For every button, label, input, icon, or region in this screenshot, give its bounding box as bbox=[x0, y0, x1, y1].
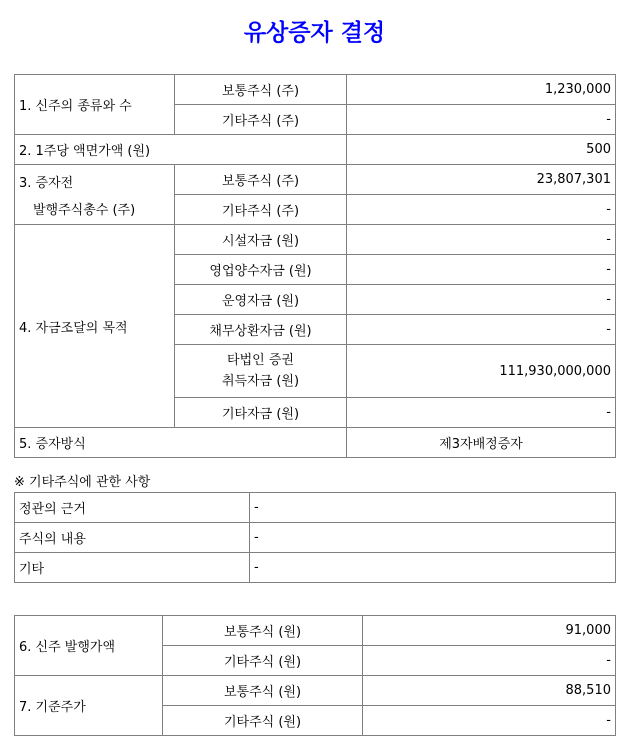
row-label: 4. 자금조달의 목적 bbox=[15, 225, 175, 428]
row-label: 2. 1주당 액면가액 (원) bbox=[15, 135, 347, 165]
sub-label bbox=[175, 345, 347, 398]
value: 91,000 bbox=[363, 616, 616, 646]
value: - bbox=[347, 225, 616, 255]
sub-label: 기타자금 (원) bbox=[175, 398, 347, 428]
table-row bbox=[15, 676, 616, 706]
value: - bbox=[347, 105, 616, 135]
sub-label: 기타주식 (원) bbox=[163, 646, 363, 676]
row-label bbox=[15, 165, 175, 225]
value: 23,807,301 bbox=[347, 165, 616, 195]
row-label: 7. 기준주가 bbox=[15, 676, 163, 736]
table-row bbox=[15, 165, 616, 195]
sub-label: 보통주식 (원) bbox=[163, 676, 363, 706]
row-label: 정관의 근거 bbox=[15, 493, 250, 523]
sub-label: 운영자금 (원) bbox=[175, 285, 347, 315]
row-label: 1. 신주의 종류와 수 bbox=[15, 75, 175, 135]
value: 111,930,000,000 bbox=[347, 345, 616, 398]
row-label: 기타 bbox=[15, 553, 250, 583]
table-row bbox=[15, 523, 616, 553]
label-line: 취득자금 (원) bbox=[221, 374, 300, 389]
sub-label: 시설자금 (원) bbox=[175, 225, 347, 255]
label-line: 타법인 증권 bbox=[227, 353, 294, 368]
value: - bbox=[250, 493, 616, 523]
value: 1,230,000 bbox=[347, 75, 616, 105]
table-row bbox=[15, 75, 616, 105]
sub-label: 기타주식 (주) bbox=[175, 195, 347, 225]
sub-label: 보통주식 (주) bbox=[175, 165, 347, 195]
value: - bbox=[250, 553, 616, 583]
other-shares-table bbox=[14, 492, 616, 583]
table-row bbox=[15, 553, 616, 583]
label-line: 3. 증자전 bbox=[19, 175, 74, 191]
value: 88,510 bbox=[363, 676, 616, 706]
value: - bbox=[347, 398, 616, 428]
sub-label: 기타주식 (주) bbox=[175, 105, 347, 135]
value: 제3자배정증자 bbox=[347, 428, 616, 458]
table-row bbox=[15, 225, 616, 255]
sub-label: 기타주식 (원) bbox=[163, 706, 363, 736]
table-row bbox=[15, 428, 616, 458]
value: - bbox=[347, 285, 616, 315]
sub-label: 보통주식 (주) bbox=[175, 75, 347, 105]
value: - bbox=[363, 646, 616, 676]
value: - bbox=[363, 706, 616, 736]
label-line: 발행주식총수 (주) bbox=[33, 202, 136, 218]
row-label: 6. 신주 발행가액 bbox=[15, 616, 163, 676]
value: - bbox=[347, 255, 616, 285]
row-label: 5. 증자방식 bbox=[15, 428, 347, 458]
price-table bbox=[14, 615, 616, 736]
page-title: 유상증자 결정 bbox=[243, 19, 386, 46]
row-label: 주식의 내용 bbox=[15, 523, 250, 553]
value: - bbox=[347, 315, 616, 345]
table-row bbox=[15, 616, 616, 646]
value: - bbox=[250, 523, 616, 553]
other-shares-note: ※ 기타주식에 관한 사항 bbox=[14, 475, 151, 490]
sub-label: 채무상환자금 (원) bbox=[175, 315, 347, 345]
rights-offering-table bbox=[14, 74, 616, 458]
value: 500 bbox=[347, 135, 616, 165]
sub-label: 영업양수자금 (원) bbox=[175, 255, 347, 285]
table-row bbox=[15, 135, 616, 165]
table-row bbox=[15, 493, 616, 523]
sub-label: 보통주식 (원) bbox=[163, 616, 363, 646]
value: - bbox=[347, 195, 616, 225]
